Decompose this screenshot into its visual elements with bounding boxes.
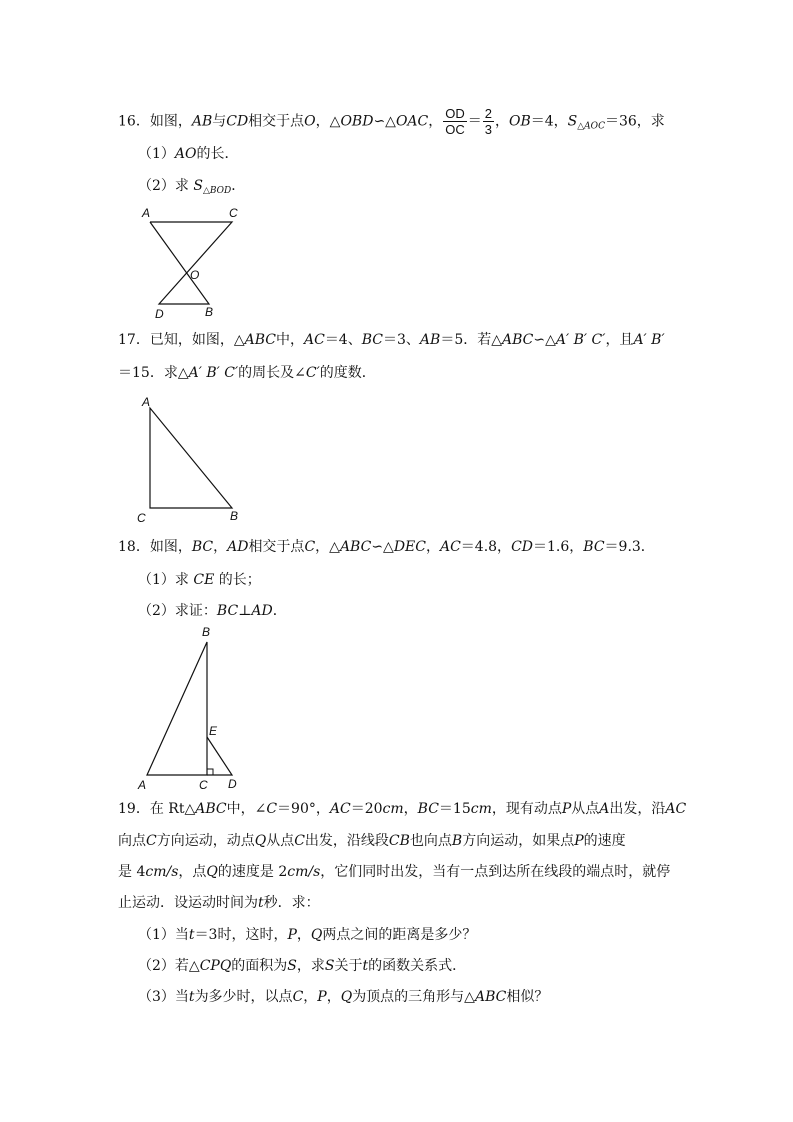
- q19-line4: 止运动．设运动时间为t秒．求：: [118, 895, 320, 911]
- q18-part2: （2）求证：BC⊥AD．: [138, 603, 287, 619]
- q16-part1: （1）AO的长．: [138, 146, 239, 162]
- q19-part2: （2）若△CPQ的面积为S，求S关于t的函数关系式．: [138, 958, 467, 974]
- triangle-abc: [150, 408, 232, 508]
- q17-line2: ＝15．求△A′ B′ C′的周长及∠C′的度数．: [118, 365, 376, 381]
- question-number: 18．: [118, 539, 150, 555]
- label-c: C: [229, 206, 238, 220]
- q19-line3: 是 4cm/s，点Q的速度是 2cm/s，它们同时出发，当有一点到达所在线段的端点时，就停: [118, 864, 671, 880]
- label-o: O: [190, 268, 200, 282]
- label-b: B: [205, 305, 214, 319]
- question-number: 19．: [118, 801, 150, 817]
- label-a: A: [142, 395, 151, 409]
- label-b: B: [230, 509, 239, 523]
- q19-part3: （3）当t为多少时，以点C，P，Q为顶点的三角形与△ABC相似？: [138, 989, 549, 1005]
- q18-part1: （1）求 CE 的长；: [138, 572, 261, 588]
- label-d: D: [155, 307, 164, 321]
- question-number: 17．: [118, 332, 150, 348]
- right-angle-mark: [207, 769, 213, 775]
- label-a: A: [142, 206, 151, 220]
- label-c: C: [199, 778, 208, 792]
- q19-line2: 向点C方向运动，动点Q从点C出发，沿线段CB也向点B方向运动，如果点P的速度: [118, 833, 626, 849]
- q16-figure: [130, 200, 240, 320]
- label-d: D: [228, 777, 237, 791]
- question-number: 16．: [118, 113, 150, 130]
- q16-part2: （2）求 $S_{\triangle BOD}$．: [138, 178, 246, 196]
- q19-line1: 19．在 Rt△ABC中，∠C＝90°，AC＝20cm，BC＝15cm，现有动点P从点A出发，沿AC: [118, 801, 687, 817]
- label-c: C: [137, 511, 146, 525]
- fraction-two-thirds: $\frac{2}{3}$: [484, 106, 492, 137]
- q19-part1: （1）当t＝3时，这时，P，Q两点之间的距离是多少？: [138, 927, 477, 943]
- q17-line1: 17．已知，如图，△ABC中，AC＝4、BC＝3、AB＝5．若△ABC∽△A′ B′ C′，且A′ B′: [118, 332, 665, 348]
- q17-figure: [132, 390, 247, 525]
- triangle-abc: [147, 642, 207, 775]
- label-b: B: [202, 625, 211, 639]
- q16-line1: 16．如图，AB与CD相交于点O，△OBD∽△OAC， $\frac{OD}{OC}$ ＝ $\frac{2}{3}$ ，OB＝4，$S_{\triangle AOC}=36$，求: [118, 106, 665, 137]
- q18-line1: 18．如图，BC，AD相交于点C，△ABC∽△DEC，AC＝4.8，CD＝1.6，BC＝9.3．: [118, 539, 655, 555]
- segment-ac-od: [150, 222, 232, 304]
- label-a: A: [138, 778, 147, 792]
- label-e: E: [209, 724, 218, 738]
- q18-figure: [133, 622, 248, 794]
- fraction-od-oc: $\frac{OD}{OC}$: [445, 106, 465, 137]
